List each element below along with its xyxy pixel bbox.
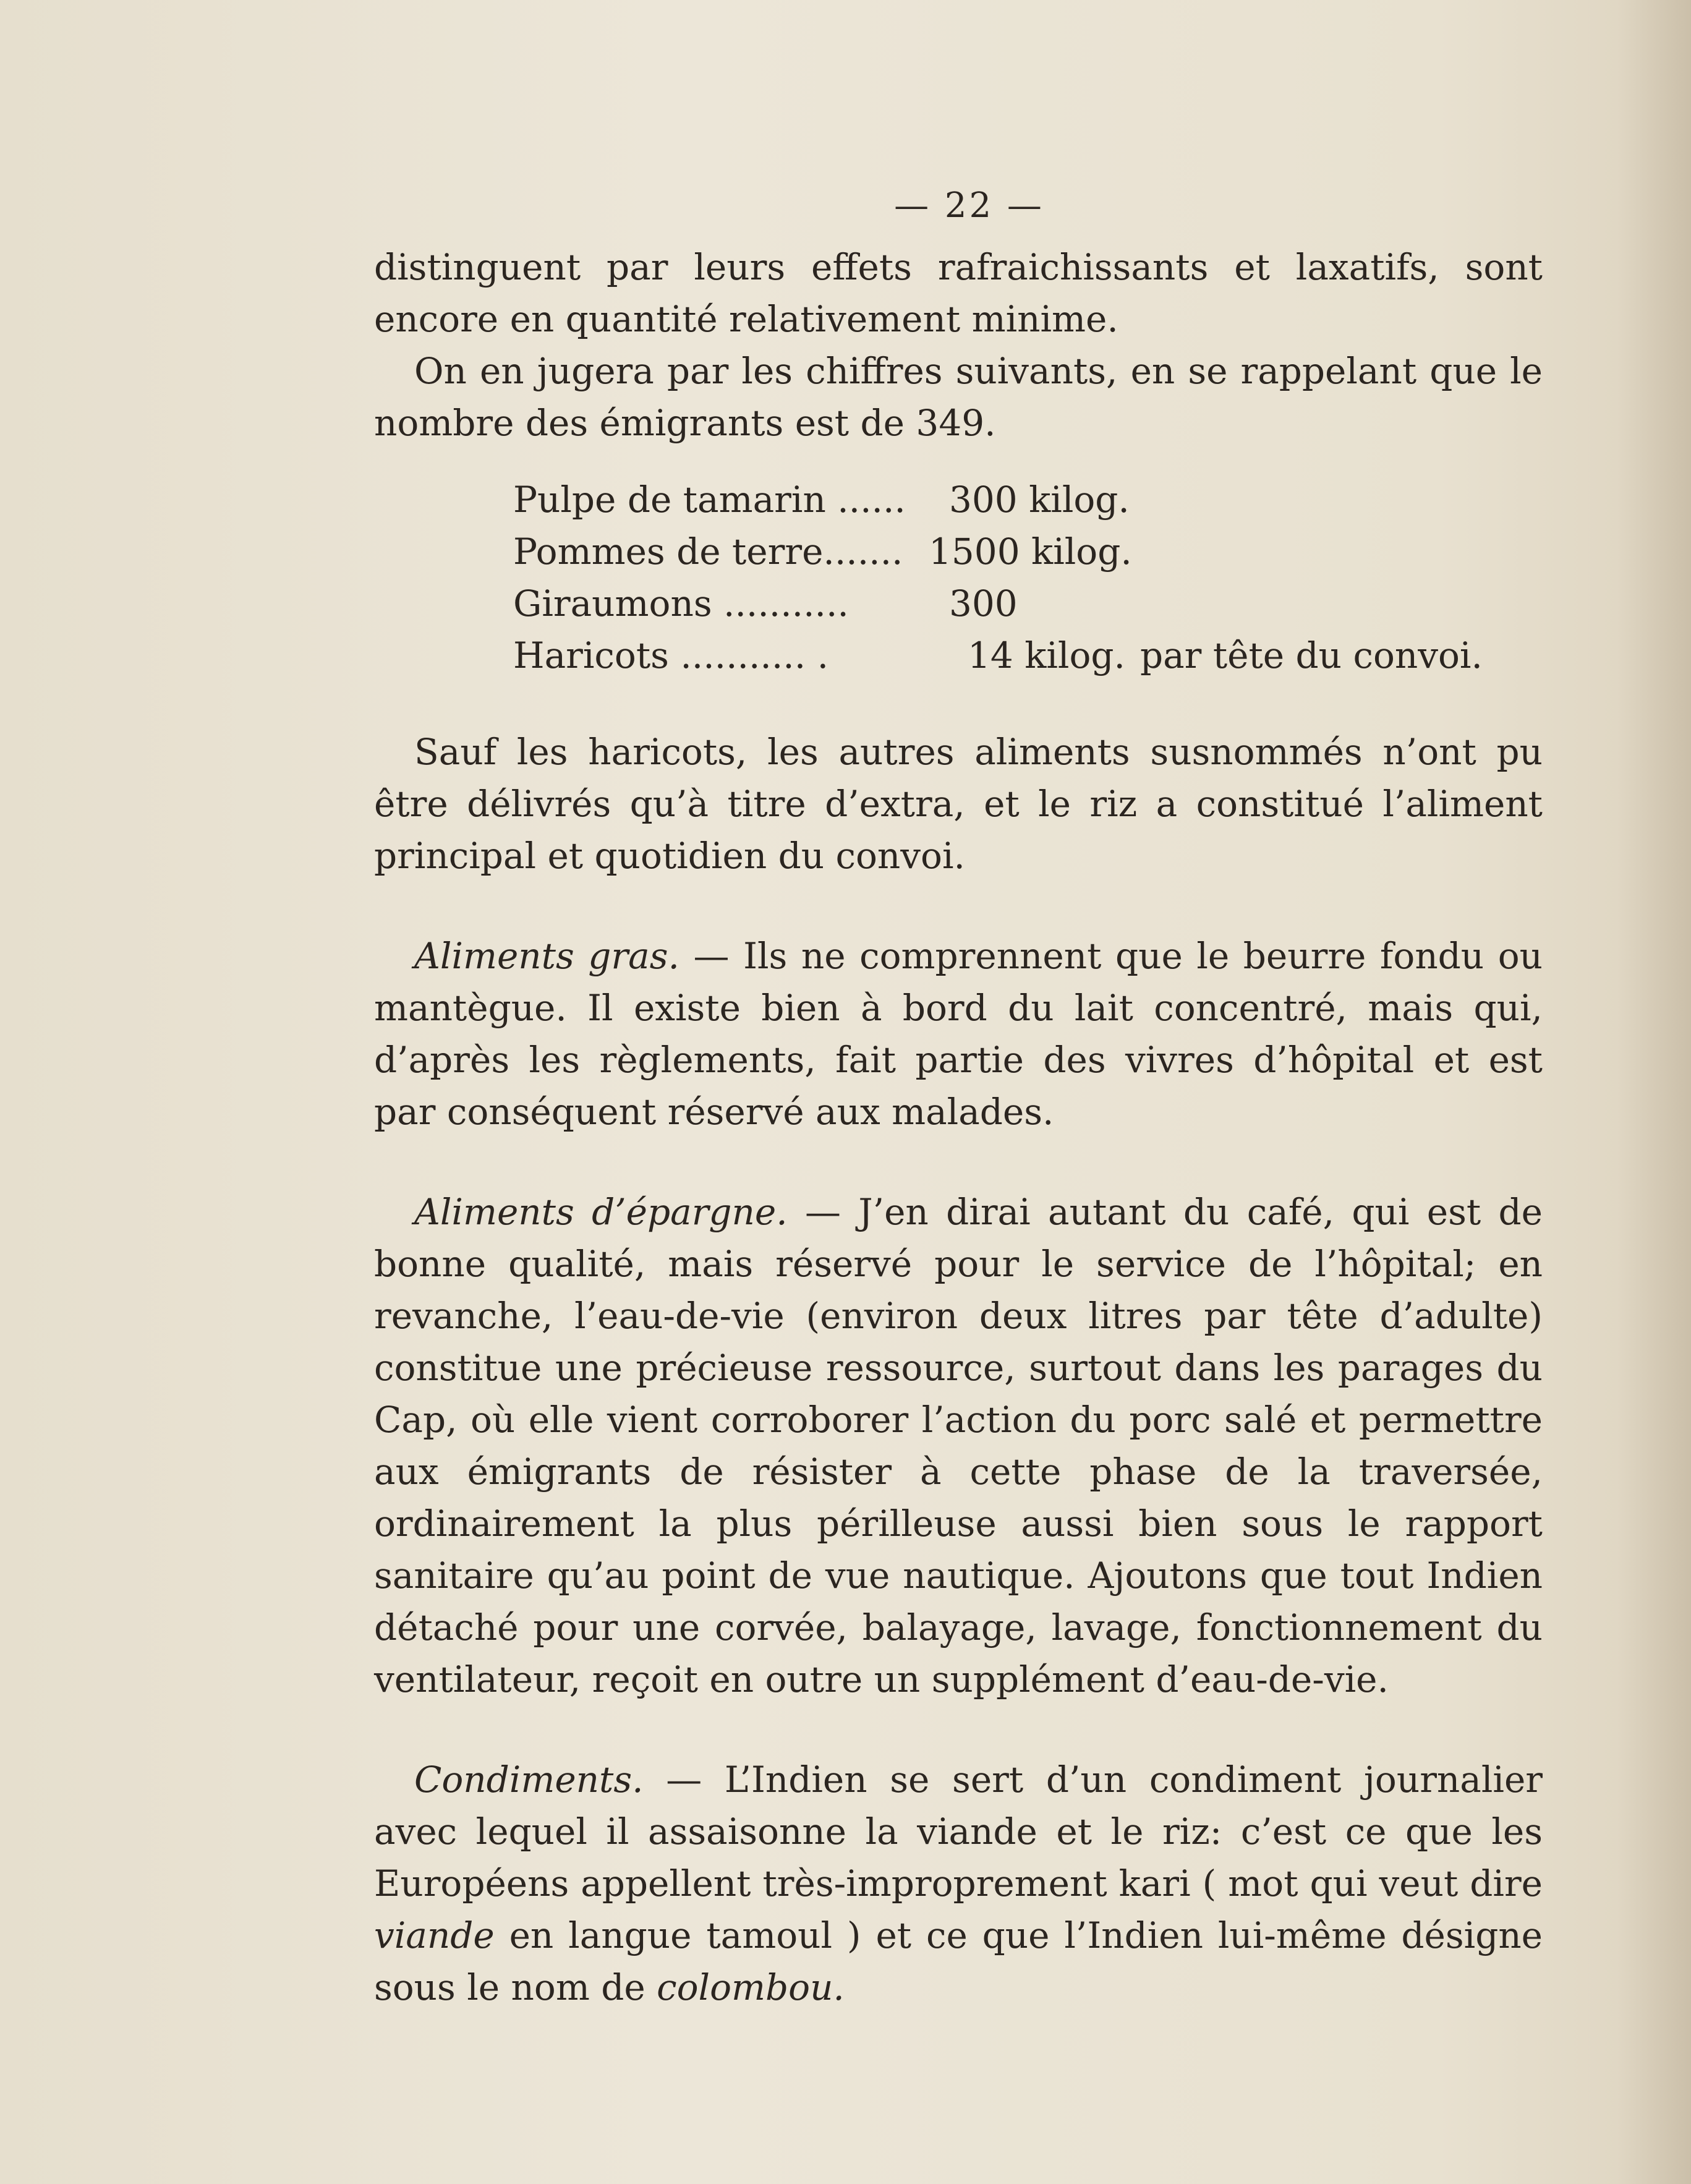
section-text: — Ils ne comprennent que le beurre fondu ou mantègue. Il existe bien à bord du lait concentré, mais qui, d’après les règlements, fait partie des vivres d’hôpital et est par conséquent réservé aux malades. bbox=[374, 935, 1543, 1133]
produce-row bbox=[513, 578, 1543, 629]
produce-name: Haricots ........... . bbox=[513, 634, 829, 676]
italic-term: colombou. bbox=[657, 1966, 845, 2008]
body-text bbox=[374, 241, 1543, 2013]
section-heading: Aliments gras. bbox=[414, 935, 679, 977]
section-heading: Aliments d’épargne. bbox=[414, 1191, 788, 1233]
produce-quantity: 300 bbox=[949, 582, 1018, 625]
produce-name: Giraumons ........... bbox=[513, 582, 849, 625]
produce-quantity: 300 kilog. bbox=[949, 479, 1130, 521]
section-text: en langue tamoul ) et ce que l’Indien lui-même désigne sous le nom de bbox=[374, 1914, 1543, 2008]
page-gutter-shadow bbox=[1617, 0, 1691, 2184]
paragraph-aliments-epargne bbox=[374, 1186, 1543, 1705]
paragraph-continuation: distinguent par leurs effets rafraichissants et laxatifs, sont encore en quantité relativement minime. bbox=[374, 246, 1543, 340]
italic-term: viande bbox=[374, 1914, 495, 1956]
produce-row bbox=[513, 526, 1543, 578]
paragraph-figures-intro: On en jugera par les chiffres suivants, en se rappelant que le nombre des émigrants est de 349. bbox=[374, 350, 1543, 444]
section-heading: Condiments. bbox=[414, 1759, 644, 1801]
produce-quantity: 14 kilog. bbox=[968, 634, 1125, 676]
produce-row bbox=[513, 474, 1543, 526]
paragraph-aliments-gras bbox=[374, 930, 1543, 1138]
produce-name: Pulpe de tamarin ...... bbox=[513, 479, 906, 521]
produce-note: par tête du convoi. bbox=[1139, 634, 1483, 676]
section-text: — L’Indien se sert d’un condiment journalier avec lequel il assaisonne la viande et le riz: c’est ce que les Européens appellent très-improprement kari ( mot qui veut dire bbox=[374, 1759, 1543, 1905]
paragraph-haricots: Sauf les haricots, les autres aliments susnommés n’ont pu être délivrés qu’à titre d’extra, et le riz a constitué l’aliment principal et quotidien du convoi. bbox=[374, 731, 1543, 877]
produce-table bbox=[513, 474, 1543, 681]
produce-name: Pommes de terre....... bbox=[513, 531, 903, 573]
produce-row bbox=[513, 629, 1543, 681]
paragraph-condiments bbox=[374, 1754, 1543, 2013]
section-text: — J’en dirai autant du café, qui est de bonne qualité, mais réservé pour le service de l’hôpital; en revanche, l’eau-de-vie (environ deux litres par tête d’adulte) constitue une précieuse ressource, surtout dans les parages du Cap, où elle vient corroborer l’action du porc salé et permettre aux émigrants de résister à cette phase de la traversée, ordinairement la plus périlleuse aussi bien sous le rapport sanitaire qu’au point de vue nautique. Ajoutons que tout Indien détaché pour une corvée, balayage, lavage, fonctionnement du ventilateur, reçoit en outre un supplément d’eau-de-vie. bbox=[374, 1191, 1543, 1700]
produce-quantity: 1500 kilog. bbox=[929, 531, 1132, 573]
page-number: — 22 — bbox=[894, 186, 1044, 226]
